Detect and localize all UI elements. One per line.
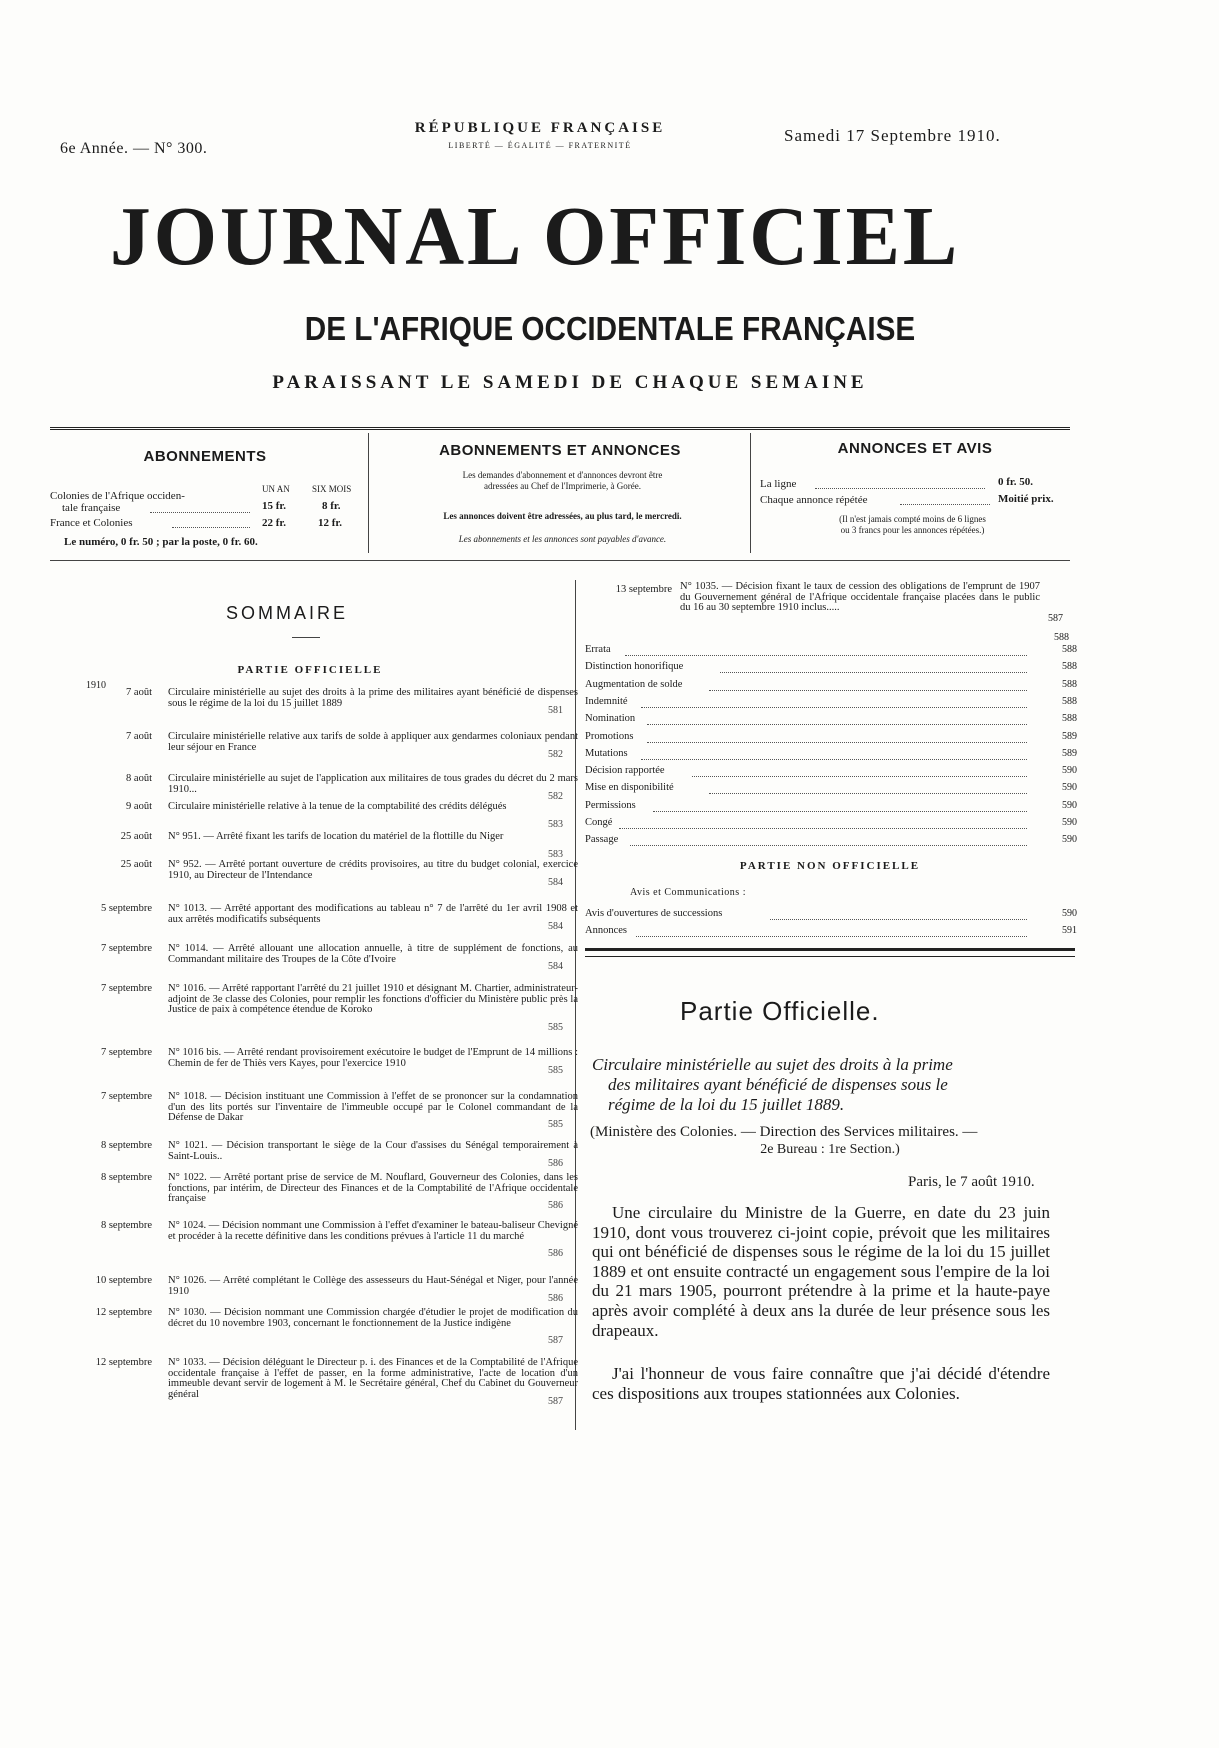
- leader-dots: [636, 936, 1027, 937]
- abonnements-row1-six: 8 fr.: [322, 500, 341, 512]
- toc-entry-page: 583: [548, 818, 563, 830]
- toc-entry-text: N° 1022. — Arrêté portant prise de service de M. Nouflard, Gouverneur des Colonies, dans les fonctions, par intérim, de Directeur des Finances et de la Comptabilité de l'Afrique occidentale française: [168, 1172, 578, 1204]
- toc-entry-date: 7 août: [126, 687, 152, 698]
- dateline: Paris, le 7 août 1910.: [908, 1174, 1035, 1190]
- leader-dots: [692, 776, 1027, 777]
- toc-entry-page: 582: [548, 748, 563, 760]
- toc-entry-page: 584: [548, 876, 563, 888]
- abonnements-title: ABONNEMENTS: [143, 448, 267, 465]
- toc-entry: [585, 800, 1077, 815]
- toc-entry-label: Augmentation de solde: [585, 678, 683, 690]
- toc-entry-page: 584: [548, 960, 563, 972]
- circulaire-heading-1: Circulaire ministérielle au sujet des droits à la prime: [592, 1055, 953, 1074]
- section-rule-thick: [585, 948, 1075, 951]
- toc-entry-page: 584: [548, 920, 563, 932]
- toc-entry-page: 585: [548, 1119, 563, 1130]
- toc-entry-text: Circulaire ministérielle au sujet des droits à la prime des militaires ayant bénéficié de dispenses sous le régime de la loi du 15 juillet 1889: [168, 687, 578, 709]
- toc-entry-label: Errata: [585, 644, 611, 655]
- repetee-label: Chaque annonce répétée: [760, 494, 868, 506]
- toc-entry-page: 586: [548, 1157, 563, 1169]
- masthead-subtitle: DE L'AFRIQUE OCCIDENTALE FRANÇAISE: [304, 310, 916, 347]
- abonnements-row2-label: France et Colonies: [50, 517, 133, 529]
- toc-entry-date: 8 septembre: [100, 1220, 152, 1231]
- toc-entry-text: N° 1026. — Arrêté complétant le Collège des assesseurs du Haut-Sénégal et Niger, pour l'année 1910: [168, 1275, 578, 1297]
- toc-entry-date: 7 septembre: [100, 983, 152, 994]
- abonnements-annonces-text1: Les demandes d'abonnement et d'annonces devront être: [462, 470, 663, 480]
- toc-entry: [585, 834, 1077, 849]
- circulaire-heading-3: régime de la loi du 15 juillet 1889.: [608, 1095, 845, 1114]
- toc-entry-date: 10 septembre: [95, 1275, 152, 1286]
- leader-dots: [150, 512, 250, 513]
- toc-entry-label: Annonces: [585, 925, 627, 936]
- leader-dots: [647, 724, 1027, 725]
- toc-entry: [585, 731, 1077, 746]
- box-divider-2: [750, 433, 751, 553]
- col-un-an: UN AN: [262, 484, 290, 494]
- republic-label: RÉPUBLIQUE FRANÇAISE: [414, 120, 666, 136]
- leader-dots: [641, 759, 1027, 760]
- toc-entry-label: Passage: [585, 834, 619, 846]
- toc-entry-text: N° 1016 bis. — Arrêté rendant provisoirement exécutoire le budget de l'Emprunt de 14 millions : Chemin de fer de Thiès vers Kayes, pour l'exercice 1910: [168, 1047, 578, 1069]
- toc-entry-date: 8 septembre: [100, 1140, 152, 1151]
- toc-right-first-date: 13 septembre: [615, 584, 672, 595]
- toc-entry-page: 586: [548, 1200, 563, 1211]
- toc-entry-text: N° 1024. — Décision nommant une Commission à l'effet d'examiner le bateau-baliseur Chevigné et procéder à la recette définitive dans les conditions prévues à l'article 11 du marché: [168, 1220, 578, 1242]
- toc-entry-label: Mutations: [585, 747, 628, 759]
- toc-entry-page: 589: [1062, 730, 1077, 742]
- leader-dots: [720, 672, 1027, 673]
- toc-entry-date: 12 septembre: [95, 1357, 152, 1368]
- circulaire-heading-2: des militaires ayant bénéficié de dispenses sous le: [608, 1075, 948, 1094]
- toc-entry-text: Circulaire ministérielle relative aux tarifs de solde à appliquer aux gendarmes coloniaux pendant leur séjour en France: [168, 731, 578, 753]
- avis-header: Avis et Communications :: [630, 887, 746, 898]
- masthead-tagline: PARAISSANT LE SAMEDI DE CHAQUE SEMAINE: [272, 372, 868, 393]
- toc-entry-page: 588: [1062, 644, 1077, 655]
- toc-entry: [585, 908, 1077, 923]
- abonnements-annonces-text3: Les annonces doivent être adressées, au plus tard, le mercredi.: [443, 511, 682, 521]
- sommaire-title: SOMMAIRE: [226, 603, 349, 623]
- toc-entry: [585, 644, 1077, 659]
- toc-entry-page: 590: [1062, 908, 1077, 919]
- toc-extra-page: 588: [1054, 632, 1069, 643]
- box-divider-1: [368, 433, 369, 553]
- issue-number: 6e Année. — N° 300.: [60, 140, 208, 157]
- toc-entry-page: 588: [1062, 695, 1077, 707]
- toc-entry-page: 586: [548, 1248, 563, 1259]
- toc-entry-label: Décision rapportée: [585, 765, 665, 777]
- abonnements-annonces-text2: adressées au Chef de l'Imprimerie, à Gorée.: [483, 481, 642, 491]
- toc-entry-text: N° 1016. — Arrêté rapportant l'arrêté du 21 juillet 1910 et désignant M. Chartier, administrateur-adjoint de 3e classe des Colonies, pour remplir les fonctions d'officier du Ministère public près la Justice de paix à compétence étendue de Koroko: [168, 983, 578, 1015]
- toc-entry-page: 590: [1062, 765, 1077, 777]
- abonnements-row1-label: Colonies de l'Afrique occiden-: [50, 490, 185, 502]
- toc-entry: [585, 679, 1077, 694]
- toc-entry-label: Avis d'ouvertures de successions: [585, 908, 723, 919]
- toc-entry-page: 590: [1062, 834, 1077, 846]
- toc-entry-page: 586: [548, 1292, 563, 1304]
- toc-entry-label: Distinction honorifique: [585, 661, 684, 673]
- annonces-note2: ou 3 francs pour les annonces répétées.): [840, 525, 985, 535]
- toc-entry-date: 8 septembre: [100, 1172, 152, 1183]
- partie-non-officielle-heading: PARTIE NON OFFICIELLE: [739, 860, 921, 872]
- leader-dots: [709, 690, 1027, 691]
- toc-entry-page: 583: [548, 848, 563, 860]
- toc-entry-date: 12 septembre: [95, 1307, 152, 1318]
- section-rule-thin: [585, 956, 1075, 957]
- toc-entry-page: 585: [548, 1064, 563, 1076]
- leader-dots: [641, 707, 1027, 708]
- ligne-price: 0 fr. 50.: [998, 476, 1034, 488]
- toc-entry-text: N° 1030. — Décision nommant une Commission chargée d'étudier le projet de modification du décret du 10 novembre 1903, concernant le fonctionnement de la Justice indigène: [168, 1307, 578, 1329]
- masthead-title: JOURNAL OFFICIEL: [110, 190, 961, 283]
- toc-entry-page: 582: [548, 790, 563, 802]
- toc-entry: [585, 782, 1077, 797]
- toc-entry-page: 588: [1062, 713, 1077, 725]
- sommaire-year: 1910: [86, 680, 106, 691]
- abonnements-row2-six: 12 fr.: [318, 517, 343, 529]
- partie-officielle-heading: PARTIE OFFICIELLE: [237, 664, 383, 676]
- toc-entry-label: Nomination: [585, 713, 636, 725]
- toc-right-first-text: N° 1035. — Décision fixant le taux de cession des obligations de l'emprunt de 1907 du Gouvernement général de l'Afrique occidentale française placées dans le public du 16 au 30 septembre 1910 inclus.....: [680, 581, 1040, 613]
- toc-entry-text: N° 1021. — Décision transportant le siège de la Cour d'assises du Sénégal temporairement à Saint-Louis..: [168, 1140, 578, 1162]
- abonnements-row1-an: 15 fr.: [262, 500, 287, 512]
- article-paragraph-1: Une circulaire du Ministre de la Guerre, en date du 23 juin 1910, dont vous trouverez ci-joint copie, prévoit que les militaires qui ont bénéficié de dispenses sous le régime de la loi du 15 juillet 1889 et ont ensuite contracté un engagement sous l'empire de la loi du 21 mars 1905, pourront prétendre à la prime et la haute-paye après avoir complété à deux ans la durée de leur présence sous les drapeaux.: [592, 1203, 1050, 1340]
- toc-entry-text: N° 1033. — Décision déléguant le Directeur p. i. des Finances et de la Comptabilité de l'Afrique occidentale française à l'effet de passer, en la forme administrative, l'acte de location d'un immeuble devant servir de logement à M. le Secrétaire général, Chef du Cabinet du Gouverneur général: [168, 1357, 578, 1400]
- toc-entry-page: 581: [548, 704, 563, 716]
- leader-dots: [709, 793, 1027, 794]
- toc-entry-date: 5 septembre: [100, 903, 152, 914]
- toc-entry-date: 7 septembre: [100, 1047, 152, 1058]
- abonnements-row1-label2: tale française: [62, 502, 121, 514]
- leader-dots: [172, 527, 250, 528]
- leader-dots: [815, 488, 985, 489]
- toc-entry-page: 589: [1062, 747, 1077, 759]
- toc-entry: [585, 925, 1077, 940]
- toc-entry: [585, 817, 1077, 832]
- annonces-note1: (Il n'est jamais compté moins de 6 lignes: [839, 514, 986, 524]
- article-paragraph-2: J'ai l'honneur de vous faire connaître que j'ai décidé d'étendre ces dispositions aux troupes stationnées aux Colonies.: [592, 1364, 1050, 1403]
- top-rule: [50, 427, 1070, 430]
- toc-entry-page: 588: [1062, 661, 1077, 673]
- leader-dots: [770, 919, 1027, 920]
- box-bottom-rule: [50, 560, 1070, 561]
- toc-entry-date: 8 août: [126, 773, 152, 784]
- toc-entry: [585, 661, 1077, 676]
- sommaire-ornament: [292, 637, 320, 638]
- abonnements-annonces-text4: Les abonnements et les annonces sont payables d'avance.: [458, 534, 667, 544]
- toc-entry-page: 591: [1062, 925, 1077, 936]
- leader-dots: [619, 828, 1027, 829]
- toc-entry-page: 587: [548, 1395, 563, 1407]
- toc-entry-page: 590: [1062, 817, 1077, 828]
- republic-block: [360, 120, 720, 150]
- partie-officielle-title: Partie Officielle.: [680, 996, 880, 1026]
- toc-entry-text: N° 1018. — Décision instituant une Commission à l'effet de se prononcer sur la condamnation d'un des lits portés sur l'inventaire de l'immeuble occupé par le Colonel commandant de la Défense de Dakar: [168, 1091, 578, 1123]
- toc-entry-label: Congé: [585, 817, 613, 828]
- repetee-price: Moitié prix.: [998, 493, 1054, 505]
- toc-entry-label: Permissions: [585, 799, 636, 811]
- toc-entry-label: Indemnité: [585, 695, 628, 707]
- leader-dots: [900, 504, 990, 505]
- toc-entry-page: 585: [548, 1021, 563, 1033]
- toc-right-first-page: 587: [1048, 613, 1063, 624]
- toc-entry-text: N° 952. — Arrêté portant ouverture de crédits provisoires, au titre du budget colonial, exercice 1910, au Directeur de l'Intendance: [168, 859, 578, 881]
- toc-entry: [585, 713, 1077, 728]
- toc-entry-page: 590: [1062, 782, 1077, 794]
- toc-entry-label: Promotions: [585, 730, 634, 742]
- toc-entry: [585, 748, 1077, 763]
- toc-entry-page: 587: [548, 1335, 563, 1346]
- col-six-mois: SIX MOIS: [312, 484, 352, 494]
- toc-entry-text: N° 951. — Arrêté fixant les tarifs de location du matériel de la flottille du Niger: [168, 831, 504, 842]
- toc-entry-date: 7 août: [126, 731, 152, 742]
- toc-entry-date: 7 septembre: [100, 943, 152, 954]
- toc-entry-date: 7 septembre: [100, 1091, 152, 1102]
- devise: LIBERTÉ — ÉGALITÉ — FRATERNITÉ: [448, 141, 632, 150]
- toc-entry-text: N° 1014. — Arrêté allouant une allocation annuelle, à titre de supplément de fonctions, au Commandant militaire des Troupes de la Côte d'Ivoire: [168, 943, 578, 965]
- ministry-line-2: 2e Bureau : 1re Section.): [760, 1142, 900, 1157]
- toc-entry: [585, 696, 1077, 711]
- abonnements-numero: Le numéro, 0 fr. 50 ; par la poste, 0 fr. 60.: [64, 536, 258, 548]
- abonnements-row2-an: 22 fr.: [262, 517, 287, 529]
- leader-dots: [625, 655, 1027, 656]
- toc-entry-date: 25 août: [120, 859, 152, 870]
- ministry-line-1: (Ministère des Colonies. — Direction des Services militaires. —: [590, 1124, 978, 1140]
- toc-entry-page: 588: [1062, 678, 1077, 690]
- toc-entry-label: Mise en disponibilité: [585, 782, 674, 794]
- leader-dots: [653, 811, 1027, 812]
- toc-entry-text: N° 1013. — Arrêté apportant des modifications au tableau n° 7 de l'arrêté du 1er avril 1908 et aux arrêtés modificatifs subséquents: [168, 903, 578, 925]
- toc-entry-text: Circulaire ministérielle au sujet de l'application aux militaires de tous grades du décret du 2 mars 1910...: [168, 773, 578, 795]
- toc-entry: [585, 765, 1077, 780]
- leader-dots: [630, 845, 1027, 846]
- toc-entry-text: Circulaire ministérielle relative à la tenue de la comptabilité des crédits délégués: [168, 801, 507, 812]
- toc-entry-date: 9 août: [126, 801, 152, 812]
- ligne-label: La ligne: [760, 478, 797, 490]
- issue-date: Samedi 17 Septembre 1910.: [784, 126, 1001, 145]
- leader-dots: [647, 742, 1027, 743]
- toc-entry-page: 590: [1062, 799, 1077, 811]
- toc-entry-date: 25 août: [120, 831, 152, 842]
- abonnements-annonces-title: ABONNEMENTS ET ANNONCES: [439, 442, 681, 459]
- annonces-avis-title: ANNONCES ET AVIS: [837, 440, 993, 457]
